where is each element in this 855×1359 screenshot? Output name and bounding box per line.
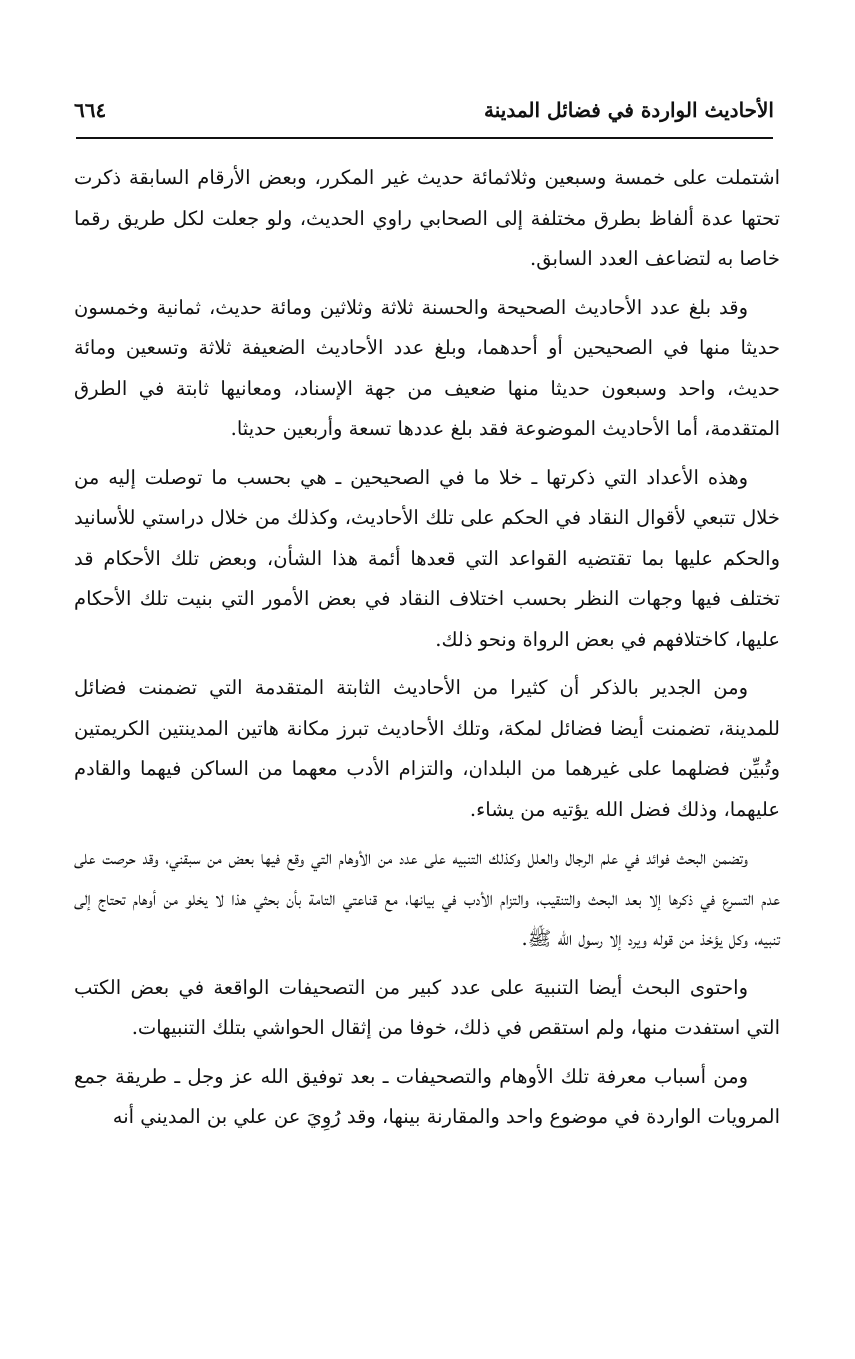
paragraph-7: ومن أسباب معرفة تلك الأوهام والتصحيفات ـ بعد توفيق الله عز وجل ـ طريقة جمع المرويات الواردة في موضوع واحد والمقارنة بينها، وقد رُوِيَ عن علي بن المديني أنه bbox=[74, 1064, 780, 1128]
running-head-title: الأحاديث الواردة في فضائل المدينة bbox=[484, 98, 774, 122]
page-number: ٦٦٤ bbox=[74, 98, 107, 122]
paragraph-6: واحتوى البحث أيضا التنبيهَ على عدد كبير من التصحيفات الواقعة في بعض الكتب التي استفدت منها، ولم استقص في ذلك، خوفا من إثقال الحواشي بتلك التنبيهات. bbox=[74, 975, 780, 1039]
paragraph-4: ومن الجدير بالذكر أن كثيرا من الأحاديث الثابتة المتقدمة التي تضمنت فضائل للمدينة، تضمنت أيضا فضائل لمكة، وتلك الأحاديث تبرز مكانة هاتين المدينتين الكريمتين وتُبيِّن فضلهما على غيرهما من البلدان، والتزام الأدب معهما من الساكن فيهما والقادم عليهما، وذلك فضل الله يؤتيه من يشاء. bbox=[74, 676, 780, 821]
paragraph-5: وتضمن البحث فوائد في علم الرجال والعلل وكذلك التنبيه على عدد من الأوهام التي وقع فيها بعض من سبقني، وقد حرصت على عدم التسرع في ذكرها إلا بعد البحث والتنقيب، والتزام الأدب في بيانها، مع قناعتي التامة بأن بحثي هذا لا يخلو من أوهام تحتاج إلى تنبيه، وكل يؤخذ من قوله ويرد إلا رسول الله ﷺ. bbox=[74, 846, 780, 950]
running-head bbox=[74, 92, 774, 128]
header-rule bbox=[76, 137, 773, 139]
paragraph-1: اشتملت على خمسة وسبعين وثلاثمائة حديث غير المكرر، وبعض الأرقام السابقة ذكرت تحتها عدة ألفاظ بطرق مختلفة إلى الصحابي راوي الحديث، ولو جعلت لكل طريق رقما خاصا به لتضاعف العدد السابق. bbox=[74, 166, 780, 270]
paragraph-3: وهذه الأعداد التي ذكرتها ـ خلا ما في الصحيحين ـ هي بحسب ما توصلت إليه من خلال تتبعي لأقوال النقاد في الحكم على تلك الأحاديث، وكذلك من خلال دراستي للأسانيد والحكم عليها بما تقتضيه القواعد التي قعدها أئمة هذا الشأن، وبعض تلك الأحكام قد تختلف فيها وجهات النظر بحسب اختلاف النقاد في بعض الأمور التي بنيت تلك الأحكام عليها، كاختلافهم في بعض الرواة ونحو ذلك. bbox=[74, 465, 780, 651]
body-text bbox=[74, 158, 780, 1146]
paragraph-2: وقد بلغ عدد الأحاديث الصحيحة والحسنة ثلاثة وثلاثين ومائة حديث، ثمانية وخمسون حديثا منها في الصحيحين أو أحدهما، وبلغ عدد الأحاديث الضعيفة ثلاثة وتسعين ومائة حديث، واحد وسبعون حديثا منها ضعيف من جهة الإسناد، ومعانيها ثابتة في الطرق المتقدمة، أما الأحاديث الموضوعة فقد بلغ عددها تسعة وأربعين حديثا. bbox=[74, 295, 780, 440]
